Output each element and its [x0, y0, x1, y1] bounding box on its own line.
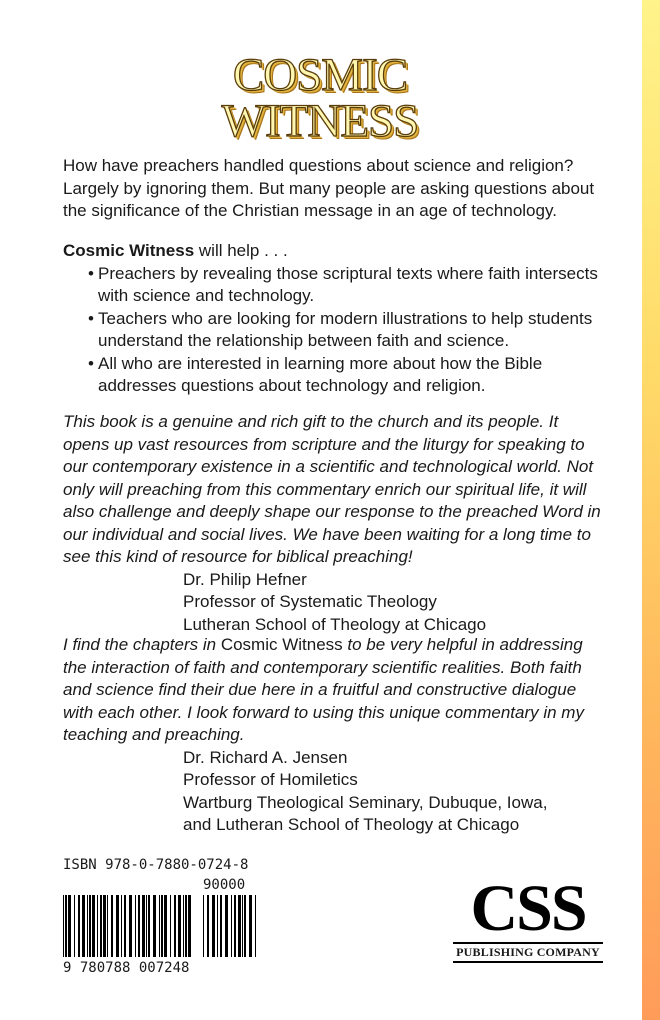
- endorsement-hefner: [63, 411, 608, 636]
- publisher-logo: [443, 872, 613, 963]
- book-title-logo: [200, 49, 440, 147]
- barcode-number: 9 780788 007248: [63, 960, 190, 976]
- helps-book-title: Cosmic Witness: [63, 241, 195, 260]
- endorsement-jensen: [63, 634, 608, 837]
- title-line-2: WITNESS: [221, 95, 419, 147]
- helps-heading: [63, 240, 608, 263]
- addon-barcode: [203, 895, 258, 957]
- cover-edge-gradient: [642, 0, 660, 1020]
- endorser-role: Professor of Homiletics: [183, 770, 358, 789]
- endorser-school-2: and Lutheran School of Theology at Chicago: [183, 815, 520, 834]
- publisher-name: CSS: [470, 872, 586, 945]
- list-item: • Preachers by revealing those scriptural texts where faith intersects with science and technology.: [88, 263, 608, 308]
- helps-section: [63, 240, 608, 398]
- endorser-school: Wartburg Theological Seminary, Dubuque, Iowa,: [183, 792, 548, 812]
- list-item: • Teachers who are looking for modern illustrations to help students understand the relationship between faith and science.: [88, 308, 608, 353]
- helps-lead: will help . . .: [194, 241, 288, 260]
- endorser-school: Lutheran School of Theology at Chicago: [183, 614, 487, 634]
- endorsement-text: This book is a genuine and rich gift to the church and its people. It opens up vast resources from scripture and the liturgy for speaking to our contemporary existence in a scientific and technological world. Not only will preaching from this commentary enrich our spiritual life, it will also challenge and deeply shape our response to the preached Word in our individual and social lives. We have been waiting for a long time to see this kind of resource for biblical preaching!: [63, 412, 601, 566]
- endorser-role: Professor of Systematic Theology: [183, 592, 437, 611]
- isbn-barcode: [63, 895, 193, 957]
- intro-paragraph: How have preachers handled questions about science and religion? Largely by ignoring them. But many people are asking questions about the significance of the Christian message in an age of technology.: [63, 156, 595, 220]
- list-item: • All who are interested in learning more about how the Bible addresses questions about technology and religion.: [88, 353, 608, 398]
- endorsement-book-title: Cosmic Witness: [220, 635, 343, 654]
- endorser-name: Dr. Philip Hefner: [183, 569, 307, 589]
- endorsement-text-start: I find the chapters in: [63, 635, 221, 654]
- publisher-subtitle: PUBLISHING COMPANY: [453, 942, 603, 963]
- price-addon-number: 90000: [203, 877, 246, 893]
- endorsement-text: [63, 634, 608, 747]
- isbn-label: ISBN 978-0-7880-0724-8: [63, 857, 249, 873]
- endorsement-text-end: to be very helpful in addressing the interaction of faith and contemporary scientific realities. Both faith and science find their due here in a fruitful and constructive dialogue with each other. I look forward to using this unique commentary in my teaching and preaching.: [63, 635, 584, 744]
- helps-list: [63, 263, 608, 398]
- title-line-1: COSMIC: [232, 49, 408, 101]
- endorser-name: Dr. Richard A. Jensen: [183, 747, 348, 767]
